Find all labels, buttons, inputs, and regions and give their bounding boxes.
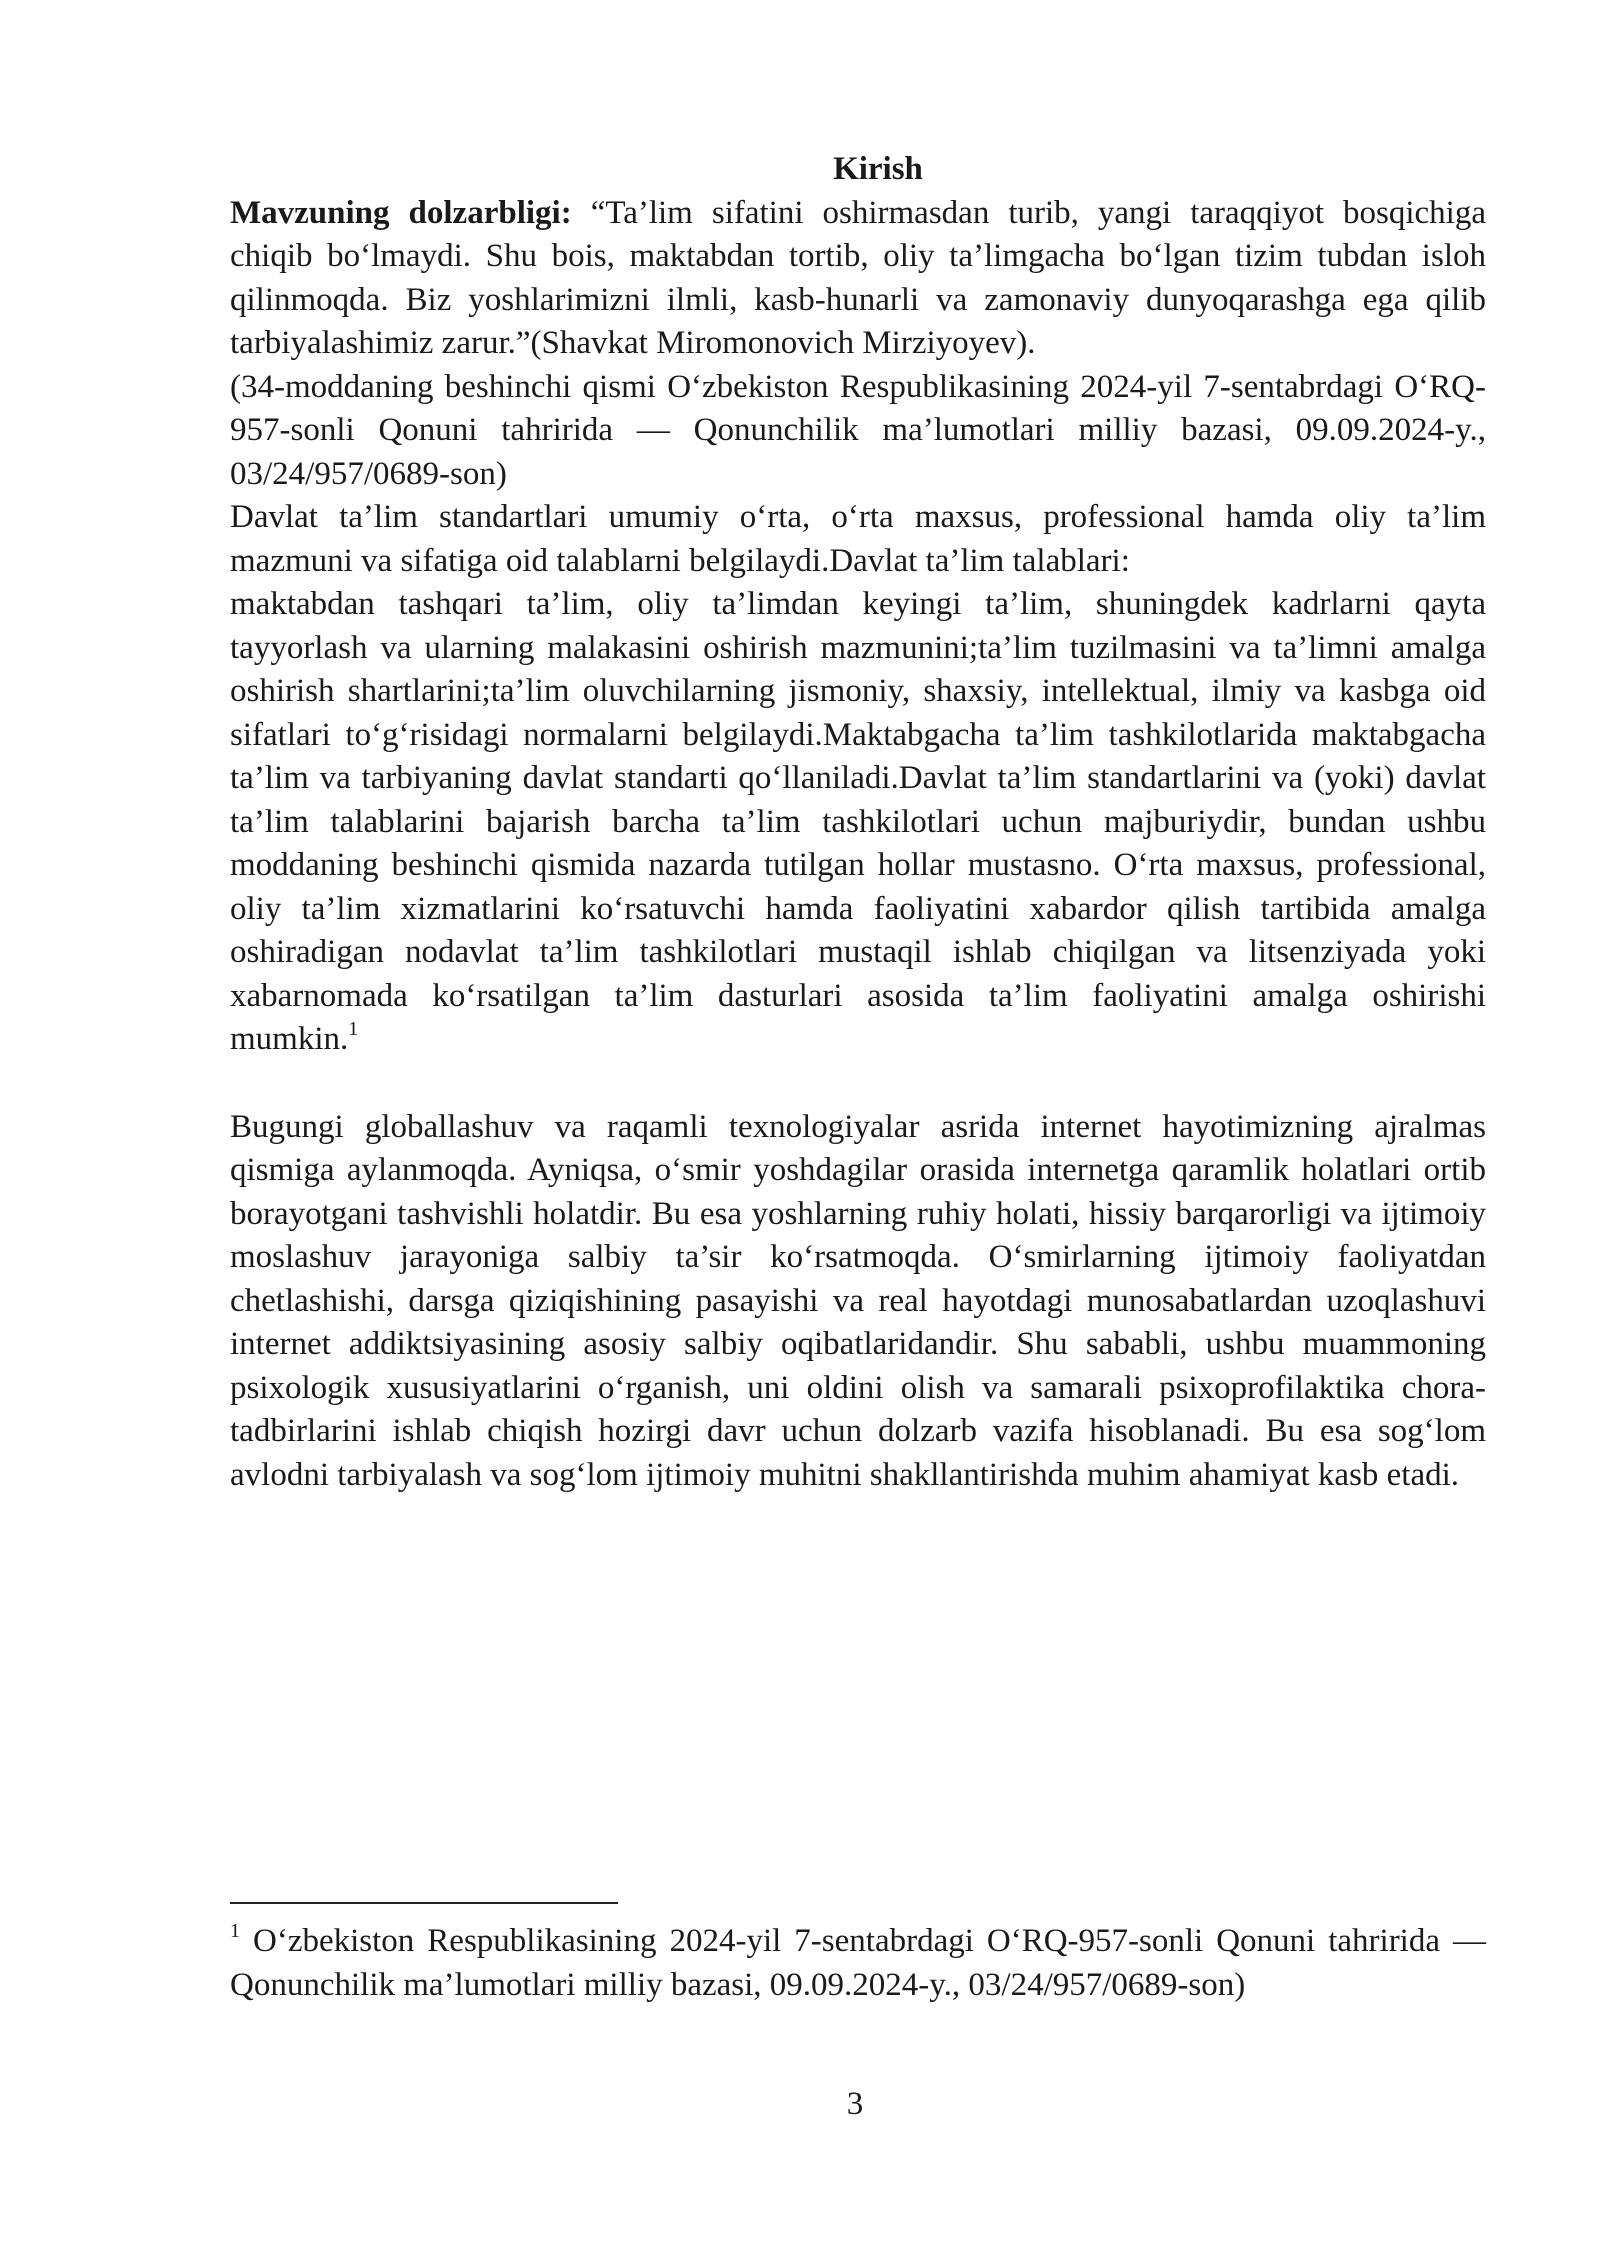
internet-paragraph: Bugungi globallashuv va raqamli texnologiyalar asrida internet hayotimizning ajralmas qismiga aylanmoqda. Ayniqsa, o‘smir yoshdagilar orasida internetga qaramlik holatlari ortib borayotgani tashvishli holatdir. Bu esa yoshlarning ruhiy holati, hissiy barqarorligi va ijtimoiy moslashuv jarayoniga salbiy ta’sir ko‘rsatmoqda. O‘smirlarning ijtimoiy faoliyatdan chetlashishi, darsga qiziqishining pasayishi va real hayotdagi munosabatlardan uzoqlashuvi internet addiktsiyasining asosiy salbiy oqibatlaridandir. Shu sababli, ushbu muammoning psixologik xususiyatlarini o‘rganish, uni oldini olish va samarali psixoprofilaktika chora-tadbirlarini ishlab chiqish hozirgi davr uchun dolzarb vazifa hisoblanadi. Bu esa sog‘lom avlodni tarbiyalash va sog‘lom ijtimoiy muhitni shakllantirishda muhim ahamiyat kasb etadi. [230,1108,1486,1493]
footnote-separator [230,1902,618,1904]
relevance-quote: “Ta’lim sifatini oshirmasdan turib, yangi taraqqiyot bosqichiga chiqib bo‘lmaydi. Shu bois, maktabdan tortib, oliy ta’limgacha bo‘lgan tizim tubdan isloh qilinmoqda. Biz yoshlarimizni ilmli, kasb-hunarli va zamonaviy dunyoqarashga ega qilib tarbiyalashimiz zarur.”(Shavkat Miromonovich Mirziyoyev). [230,194,1486,361]
law-reference: (34-moddaning beshinchi qismi O‘zbekiston Respublikasining 2024-yil 7-sentabrdagi O‘RQ-957-sonli Qonuni tahririda — Qonunchilik ma’lumotlari milliy bazasi, 09.09.2024-y., 03/24/957/0689-son) [230,368,1486,492]
footnote-reference[interactable]: 1 [348,1018,359,1040]
footnote-text: O‘zbekiston Respublikasining 2024-yil 7-sentabrdagi O‘RQ-957-sonli Qonuni tahririda — Qonunchilik ma’lumotlari milliy bazasi, 09.09.2024-y., 03/24/957/0689-son) [230,1923,1486,2003]
relevance-paragraph [230,192,1486,366]
section-heading: Kirish [833,151,923,187]
page-number: 3 [846,2086,864,2122]
relevance-label: Mavzuning dolzarbligi: [230,194,572,231]
standards-paragraph [230,583,1486,1062]
main-text [230,148,1486,1497]
standards-body: maktabdan tashqari ta’lim, oliy ta’limdan keyingi ta’lim, shuningdek kadrlarni qayta tayyorlash va ularning malakasini oshirish mazmunini;ta’lim tuzilmasini va ta’limni amalga oshirish shartlarini;ta’lim oluvchilarning jismoniy, shaxsiy, intellektual, ilmiy va kasbga oid sifatlari to‘g‘risidagi normalarni belgilaydi.Maktabgacha ta’lim tashkilotlarida maktabgacha ta’lim va tarbiyaning davlat standarti qo‘llaniladi.Davlat ta’lim standartlarini va (yoki) davlat ta’lim talablarini bajarish barcha ta’lim tashkilotlari uchun majburiydir, bundan ushbu moddaning beshinchi qismida nazarda tutilgan hollar mustasno. O‘rta maxsus, professional, oliy ta’lim xizmatlarini ko‘rsatuvchi hamda faoliyatini xabardor qilish tartibida amalga oshiradigan nodavlat ta’lim tashkilotlari mustaqil ishlab chiqilgan va litsenziyada yoki xabarnomada ko‘rsatilgan ta’lim dasturlari asosida ta’lim faoliyatini amalga oshirishi mumkin. [230,586,1486,1057]
footnote-marker: 1 [230,1920,240,1942]
standards-intro: Davlat ta’lim standartlari umumiy o‘rta, o‘rta maxsus, professional hamda oliy ta’lim mazmuni va sifatiga oid talablarni belgilaydi.Davlat ta’lim talablari: [230,499,1486,579]
footnote [230,1920,1486,2007]
